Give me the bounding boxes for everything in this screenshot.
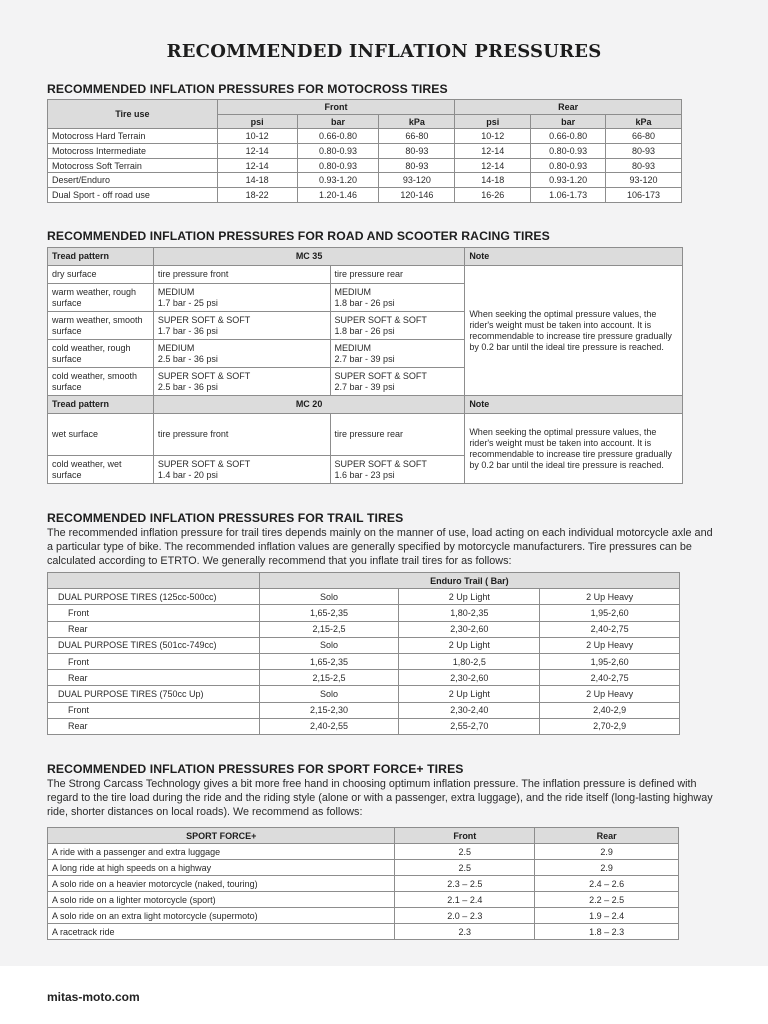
table-cell: 2.1 – 2.4 bbox=[395, 892, 535, 908]
condition-cell: cold weather, rough surface bbox=[48, 340, 154, 368]
table-cell: 80-93 bbox=[379, 158, 455, 173]
table-cell: 120-146 bbox=[379, 188, 455, 203]
front-cell bbox=[153, 312, 330, 340]
table-cell: Desert/Enduro bbox=[48, 173, 218, 188]
load-solo: Solo bbox=[259, 686, 399, 702]
rear-cell bbox=[330, 266, 465, 284]
col-tread-pattern: Tread pattern bbox=[48, 396, 154, 414]
table-cell: 80-93 bbox=[606, 158, 682, 173]
front-cell bbox=[153, 340, 330, 368]
table-cell: 2,15-2,5 bbox=[259, 670, 399, 686]
col-note: Note bbox=[465, 248, 683, 266]
table-cell: 2,40-2,9 bbox=[540, 702, 680, 718]
col-front: Front bbox=[395, 828, 535, 844]
pressure-value: 1.7 bar - 25 psi bbox=[157, 297, 218, 308]
condition-cell: wet surface bbox=[48, 414, 154, 456]
load-light: 2 Up Light bbox=[399, 589, 540, 605]
table-row bbox=[48, 158, 682, 173]
col-rear: Rear bbox=[455, 100, 682, 115]
ride-type: A ride with a passenger and extra luggage bbox=[48, 844, 395, 860]
table-cell: 1,65-2,35 bbox=[259, 605, 399, 621]
pressure-value: 2.7 bar - 39 psi bbox=[334, 381, 395, 392]
table-cell: 2,55-2,70 bbox=[399, 718, 540, 734]
motocross-heading: RECOMMENDED INFLATION PRESSURES FOR MOTOCROSS TIRES bbox=[47, 82, 448, 96]
table-row bbox=[48, 702, 680, 718]
compound-label: SUPER SOFT & SOFT bbox=[157, 370, 251, 381]
table-row bbox=[48, 144, 682, 159]
table-cell: 12-14 bbox=[217, 144, 297, 159]
front-cell bbox=[153, 368, 330, 396]
table-cell: 0.80-0.93 bbox=[531, 144, 606, 159]
table-row bbox=[48, 860, 679, 876]
table-cell: Dual Sport - off road use bbox=[48, 188, 218, 203]
table-cell: 2.9 bbox=[535, 860, 679, 876]
compound-label: MEDIUM bbox=[157, 342, 195, 353]
front-label: tire pressure front bbox=[157, 429, 229, 439]
table-row bbox=[48, 129, 682, 144]
front-cell bbox=[153, 284, 330, 312]
condition-cell: cold weather, smooth surface bbox=[48, 368, 154, 396]
empty-header bbox=[48, 573, 260, 589]
table-row bbox=[48, 653, 680, 669]
table-row bbox=[48, 173, 682, 188]
sport-heading: RECOMMENDED INFLATION PRESSURES FOR SPORT FORCE+ TIRES bbox=[47, 762, 464, 776]
col-tire-use: Tire use bbox=[48, 100, 218, 129]
table-cell: 66-80 bbox=[606, 129, 682, 144]
group-row bbox=[48, 637, 680, 653]
col-front: Front bbox=[217, 100, 455, 115]
condition-cell: warm weather, smooth surface bbox=[48, 312, 154, 340]
trail-table bbox=[47, 572, 680, 735]
compound-label: SUPER SOFT & SOFT bbox=[157, 314, 251, 325]
table-cell: 2,40-2,75 bbox=[540, 621, 680, 637]
table-cell: 12-14 bbox=[455, 144, 531, 159]
table-cell: 2,40-2,75 bbox=[540, 670, 680, 686]
table-cell: 2.3 bbox=[395, 924, 535, 940]
unit-header: kPa bbox=[379, 114, 455, 129]
compound-label: MEDIUM bbox=[334, 286, 372, 297]
table-cell: 0.66-0.80 bbox=[297, 129, 379, 144]
table-cell: 2.4 – 2.6 bbox=[535, 876, 679, 892]
pressure-value: 2.7 bar - 39 psi bbox=[334, 353, 395, 364]
axle-label: Front bbox=[48, 653, 260, 669]
table-cell: 2,30-2,40 bbox=[399, 702, 540, 718]
load-light: 2 Up Light bbox=[399, 637, 540, 653]
table-cell: 0.66-0.80 bbox=[531, 129, 606, 144]
table-row bbox=[48, 718, 680, 734]
load-solo: Solo bbox=[259, 637, 399, 653]
table-row bbox=[48, 414, 683, 456]
group-row bbox=[48, 686, 680, 702]
pressure-value: 2.5 bar - 36 psi bbox=[157, 381, 218, 392]
road-heading: RECOMMENDED INFLATION PRESSURES FOR ROAD AND SCOOTER RACING TIRES bbox=[47, 229, 550, 243]
pressure-value: 1.8 bar - 26 psi bbox=[334, 297, 395, 308]
table-cell: 12-14 bbox=[217, 158, 297, 173]
ride-type: A solo ride on a lighter motorcycle (sport) bbox=[48, 892, 395, 908]
table-cell: Motocross Hard Terrain bbox=[48, 129, 218, 144]
table-cell: 1.06-1.73 bbox=[531, 188, 606, 203]
rear-cell bbox=[330, 284, 465, 312]
compound-label: MEDIUM bbox=[334, 342, 372, 353]
page-title: RECOMMENDED INFLATION PRESSURES bbox=[166, 41, 602, 62]
axle-label: Rear bbox=[48, 621, 260, 637]
table-cell: 16-26 bbox=[455, 188, 531, 203]
table-cell: 2.9 bbox=[535, 844, 679, 860]
motocross-table bbox=[47, 99, 682, 203]
table-cell: Motocross Soft Terrain bbox=[48, 158, 218, 173]
table-cell: 1.9 – 2.4 bbox=[535, 908, 679, 924]
load-light: 2 Up Light bbox=[399, 686, 540, 702]
unit-header: psi bbox=[455, 114, 531, 129]
table-cell: 2,30-2,60 bbox=[399, 621, 540, 637]
condition-cell: warm weather, rough surface bbox=[48, 284, 154, 312]
table-row bbox=[48, 924, 679, 940]
ride-type: A solo ride on a heavier motorcycle (naked, touring) bbox=[48, 876, 395, 892]
table-cell: 2.3 – 2.5 bbox=[395, 876, 535, 892]
table-cell: 1,80-2,35 bbox=[399, 605, 540, 621]
rear-cell bbox=[330, 414, 465, 456]
rear-cell bbox=[330, 312, 465, 340]
table-cell: 0.80-0.93 bbox=[297, 144, 379, 159]
table-cell: 93-120 bbox=[606, 173, 682, 188]
front-cell bbox=[153, 414, 330, 456]
front-label: tire pressure front bbox=[157, 269, 229, 279]
compound-label: MEDIUM bbox=[157, 286, 195, 297]
rear-label: tire pressure rear bbox=[334, 269, 404, 279]
table-cell: 10-12 bbox=[455, 129, 531, 144]
sport-paragraph: The Strong Carcass Technology gives a bit more free hand in choosing optimum inflation pressure. The inflation pressure is defined with regard to the tire load during the ride and the riding style (alone or with a passenger, extra luggage), and the ride itself (long-lasting highway ride, shorter distances on local roads). We recommend as follows: bbox=[47, 778, 713, 818]
pressure-value: 2.5 bar - 36 psi bbox=[157, 353, 218, 364]
table-row bbox=[48, 605, 680, 621]
col-mc35: MC 35 bbox=[153, 248, 464, 266]
col-rear: Rear bbox=[535, 828, 679, 844]
group-name: DUAL PURPOSE TIRES (125cc-500cc) bbox=[48, 589, 260, 605]
table-cell: 93-120 bbox=[379, 173, 455, 188]
table-cell: 10-12 bbox=[217, 129, 297, 144]
front-cell bbox=[153, 266, 330, 284]
table-cell: 1,95-2,60 bbox=[540, 653, 680, 669]
compound-label: SUPER SOFT & SOFT bbox=[334, 314, 427, 325]
sport-table bbox=[47, 827, 679, 940]
unit-header: bar bbox=[531, 114, 606, 129]
trail-heading: RECOMMENDED INFLATION PRESSURES FOR TRAIL TIRES bbox=[47, 511, 404, 525]
ride-type: A racetrack ride bbox=[48, 924, 395, 940]
table-cell: 18-22 bbox=[217, 188, 297, 203]
table-row bbox=[48, 876, 679, 892]
col-mc20: MC 20 bbox=[153, 396, 464, 414]
col-tread-pattern: Tread pattern bbox=[48, 248, 154, 266]
ride-type: A solo ride on an extra light motorcycle (supermoto) bbox=[48, 908, 395, 924]
table-cell: 1,80-2,5 bbox=[399, 653, 540, 669]
table-cell: 1,95-2,60 bbox=[540, 605, 680, 621]
table-cell: 0.80-0.93 bbox=[297, 158, 379, 173]
col-note: Note bbox=[465, 396, 683, 414]
table-cell: 2.5 bbox=[395, 860, 535, 876]
unit-header: bar bbox=[297, 114, 379, 129]
table-cell: 12-14 bbox=[455, 158, 531, 173]
condition-cell: cold weather, wet surface bbox=[48, 456, 154, 484]
rear-cell bbox=[330, 340, 465, 368]
table-cell: 0.93-1.20 bbox=[531, 173, 606, 188]
table-cell: 2.0 – 2.3 bbox=[395, 908, 535, 924]
table-cell: 0.80-0.93 bbox=[531, 158, 606, 173]
load-heavy: 2 Up Heavy bbox=[540, 637, 680, 653]
ride-type: A long ride at high speeds on a highway bbox=[48, 860, 395, 876]
col-enduro-trail: Enduro Trail ( Bar) bbox=[259, 573, 679, 589]
axle-label: Rear bbox=[48, 718, 260, 734]
table-row bbox=[48, 670, 680, 686]
axle-label: Front bbox=[48, 702, 260, 718]
col-sport-force: SPORT FORCE+ bbox=[48, 828, 395, 844]
axle-label: Rear bbox=[48, 670, 260, 686]
table-row bbox=[48, 621, 680, 637]
table-cell: 106-173 bbox=[606, 188, 682, 203]
group-name: DUAL PURPOSE TIRES (501cc-749cc) bbox=[48, 637, 260, 653]
table-row bbox=[48, 844, 679, 860]
note-cell: When seeking the optimal pressure values, the rider's weight must be taken into account. It is recommendable to increase tire pressure gradually by 0.2 bar until the ideal tire pressure is reached. bbox=[465, 266, 683, 396]
pressure-value: 1.7 bar - 36 psi bbox=[157, 325, 218, 336]
rear-label: tire pressure rear bbox=[334, 429, 404, 439]
table-cell: 80-93 bbox=[606, 144, 682, 159]
table-cell: 1,65-2,35 bbox=[259, 653, 399, 669]
compound-label: SUPER SOFT & SOFT bbox=[157, 458, 251, 469]
table-cell: 66-80 bbox=[379, 129, 455, 144]
table-cell: 14-18 bbox=[217, 173, 297, 188]
trail-paragraph: The recommended inflation pressure for trail tires depends mainly on the manner of use, load acting on each individual motorcycle axle and a particular type of bike. The recommended inflation values are generally specified by motorcycle manufacturers. Tire pressures can be calculated according to ETRTO. We generally recommend that you inflate trail tires for as follows: bbox=[47, 527, 713, 567]
group-row bbox=[48, 589, 680, 605]
table-cell: 2,70-2,9 bbox=[540, 718, 680, 734]
table-cell: 2.5 bbox=[395, 844, 535, 860]
unit-header: psi bbox=[217, 114, 297, 129]
rear-cell bbox=[330, 368, 465, 396]
table-row bbox=[48, 188, 682, 203]
compound-label: SUPER SOFT & SOFT bbox=[334, 458, 427, 469]
group-name: DUAL PURPOSE TIRES (750cc Up) bbox=[48, 686, 260, 702]
unit-header: kPa bbox=[606, 114, 682, 129]
table-cell: 80-93 bbox=[379, 144, 455, 159]
pressure-value: 1.8 bar - 26 psi bbox=[334, 325, 395, 336]
rear-cell bbox=[330, 456, 465, 484]
axle-label: Front bbox=[48, 605, 260, 621]
table-cell: 2,15-2,5 bbox=[259, 621, 399, 637]
compound-label: SUPER SOFT & SOFT bbox=[334, 370, 427, 381]
table-row bbox=[48, 266, 683, 284]
road-table bbox=[47, 247, 683, 484]
table-row bbox=[48, 892, 679, 908]
table-cell: 1.20-1.46 bbox=[297, 188, 379, 203]
table-cell: 0.93-1.20 bbox=[297, 173, 379, 188]
front-cell bbox=[153, 456, 330, 484]
table-cell: 2.2 – 2.5 bbox=[535, 892, 679, 908]
load-heavy: 2 Up Heavy bbox=[540, 686, 680, 702]
table-cell: 14-18 bbox=[455, 173, 531, 188]
pressure-value: 1.4 bar - 20 psi bbox=[157, 469, 218, 480]
table-cell: 2,30-2,60 bbox=[399, 670, 540, 686]
note-cell: When seeking the optimal pressure values, the rider's weight must be taken into account. It is recommendable to increase tire pressure gradually by 0.2 bar until the ideal tire pressure is reached. bbox=[465, 414, 683, 484]
table-cell: 2,15-2,30 bbox=[259, 702, 399, 718]
table-cell: 1.8 – 2.3 bbox=[535, 924, 679, 940]
condition-cell: dry surface bbox=[48, 266, 154, 284]
load-heavy: 2 Up Heavy bbox=[540, 589, 680, 605]
footer-website-link[interactable]: mitas-moto.com bbox=[47, 990, 140, 1004]
table-cell: 2,40-2,55 bbox=[259, 718, 399, 734]
table-cell: Motocross Intermediate bbox=[48, 144, 218, 159]
table-row bbox=[48, 908, 679, 924]
load-solo: Solo bbox=[259, 589, 399, 605]
pressure-value: 1.6 bar - 23 psi bbox=[334, 469, 395, 480]
